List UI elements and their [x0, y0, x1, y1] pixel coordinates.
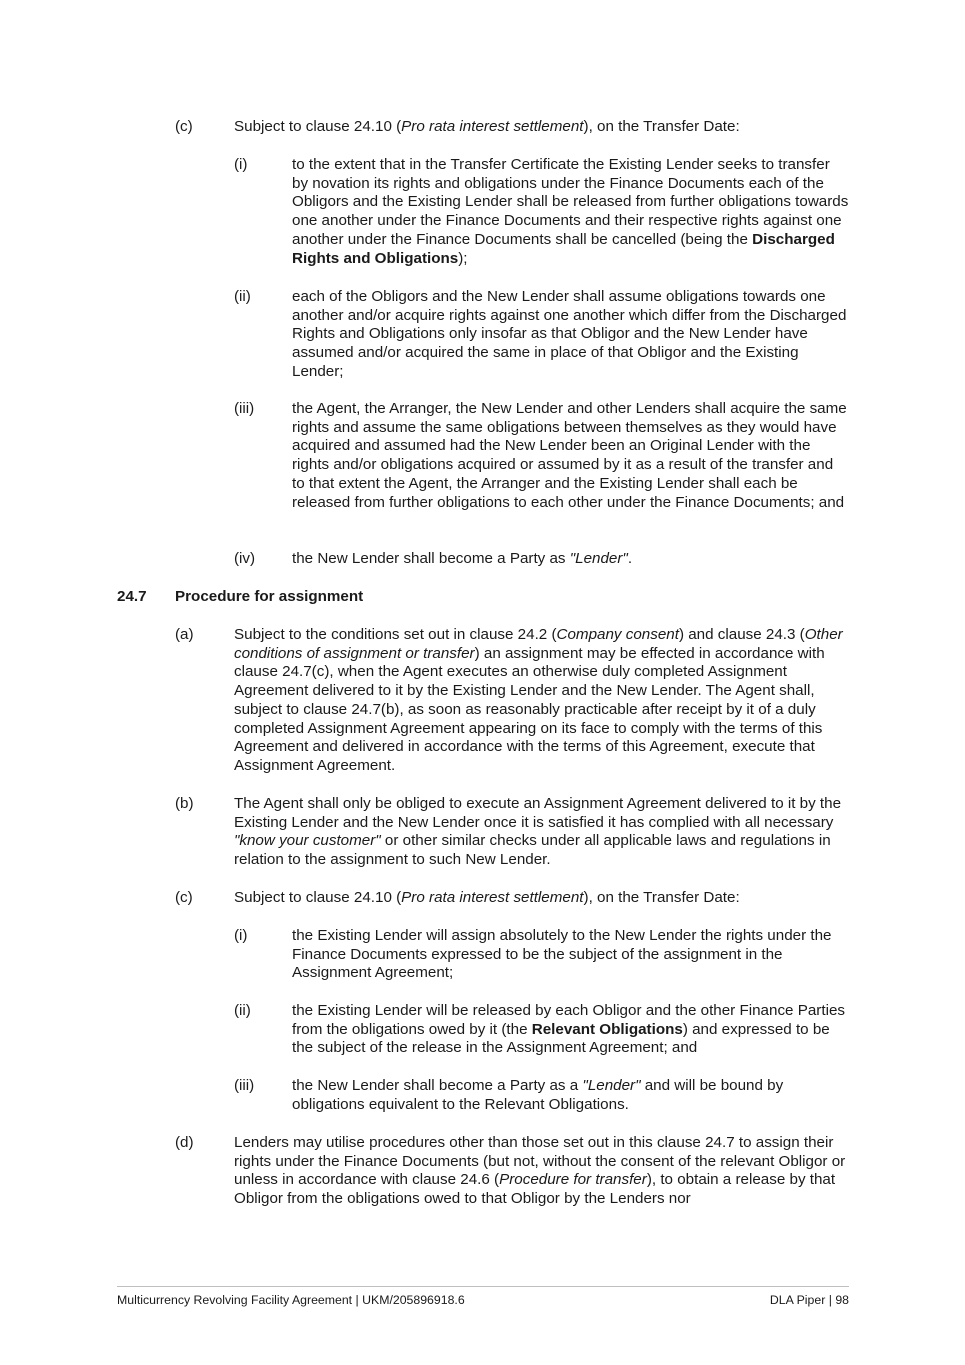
- clause-d-text: Lenders may utilise procedures other than those set out in this clause 24.7 to assign their rights under the Finance Documents (but not, without the consent of the relevant Obligor or unless in accordance with clause 24.6 (Procedure for transfer), to obtain a release by that Obligor from the obligations owed to that Obligor by the Lenders nor: [234, 1134, 846, 1208]
- section-number: 24.7: [117, 588, 147, 605]
- subclause-text: to the extent that in the Transfer Certificate the Existing Lender seeks to transfer by novation its rights and obligations under the Finance Documents each of the Obligors and the Existing Lender shall be released from further obligations towards one another under the Finance Documents and their respective rights against one another under the Finance Documents shall be cancelled (being the Discharged Rights and Obligations);: [292, 156, 849, 267]
- subclause-text: the Agent, the Arranger, the New Lender and other Lenders shall acquire the same rights and assume the same obligations between themselves as they would have acquired and assumed had the New Lender been an Original Lender with the rights and/or obligations acquired or assumed by it as a result of the transfer and to that extent the Agent, the Arranger and the Existing Lender shall each be released from further obligations to each other under the Finance Documents; and: [292, 400, 847, 511]
- clause-label: (a): [175, 626, 194, 643]
- subclause-text: the Existing Lender will be released by each Obligor and the other Finance Parties from the obligations owed by it (the Relevant Obligations) and expressed to be the subject of the release in the Assignment Agreement; and: [292, 1002, 845, 1057]
- subclause-text: the New Lender shall become a Party as a "Lender" and will be bound by obligations equivalent to the Relevant Obligations.: [292, 1077, 784, 1113]
- clause-label: (d): [175, 1134, 194, 1151]
- clause-b-text: The Agent shall only be obliged to execute an Assignment Agreement delivered to it by the Existing Lender and the New Lender once it is satisfied it has complied with all necessary "know your customer" or other similar checks under all applicable laws and regulations in relation to the assignment to such New Lender.: [234, 795, 842, 869]
- subclause-label: (ii): [234, 288, 251, 305]
- clause-label: (c): [175, 889, 193, 906]
- clause-label: (c): [175, 118, 193, 135]
- footer-document-title: Multicurrency Revolving Facility Agreement | UKM/205896918.6: [117, 1293, 465, 1307]
- clause-a-text: Subject to the conditions set out in clause 24.2 (Company consent) and clause 24.3 (Other conditions of assignment or transfer) an assignment may be effected in accordance with clause 24.7(c), when the Agent executes an otherwise duly completed Assignment Agreement delivered to it by the Existing Lender and the New Lender. The Agent shall, subject to clause 24.7(b), as soon as reasonably practicable after receipt by it of a duly completed Assignment Agreement appearing on its face to comply with the terms of this Agreement and delivered in accordance with the terms of this Agreement, execute that Assignment Agreement.: [234, 626, 843, 774]
- clause-label: (b): [175, 795, 194, 812]
- subclause-text: the New Lender shall become a Party as "Lender".: [292, 550, 633, 567]
- clause-c-intro: Subject to clause 24.10 (Pro rata interest settlement), on the Transfer Date:: [234, 889, 740, 906]
- clause-c-intro: Subject to clause 24.10 (Pro rata interest settlement), on the Transfer Date:: [234, 118, 740, 135]
- footer-divider: [117, 1286, 849, 1287]
- section-title: Procedure for assignment: [175, 588, 364, 605]
- subclause-label: (iv): [234, 550, 256, 567]
- subclause-label: (ii): [234, 1002, 251, 1019]
- footer-page-number: DLA Piper | 98: [769, 1293, 849, 1307]
- subclause-label: (iii): [234, 1077, 255, 1094]
- subclause-label: (i): [234, 156, 248, 173]
- subclause-label: (iii): [234, 400, 255, 417]
- subclause-text: each of the Obligors and the New Lender shall assume obligations towards one another and/or acquire rights against one another which differ from the Discharged Rights and Obligations only insofar as that Obligor and the New Lender have assumed and/or acquired the same in place of that Obligor and the Existing Lender;: [292, 288, 847, 380]
- subclause-text: the Existing Lender will assign absolutely to the New Lender the rights under the Finance Documents expressed to be the subject of the assignment in the Assignment Agreement;: [292, 927, 832, 982]
- subclause-label: (i): [234, 927, 248, 944]
